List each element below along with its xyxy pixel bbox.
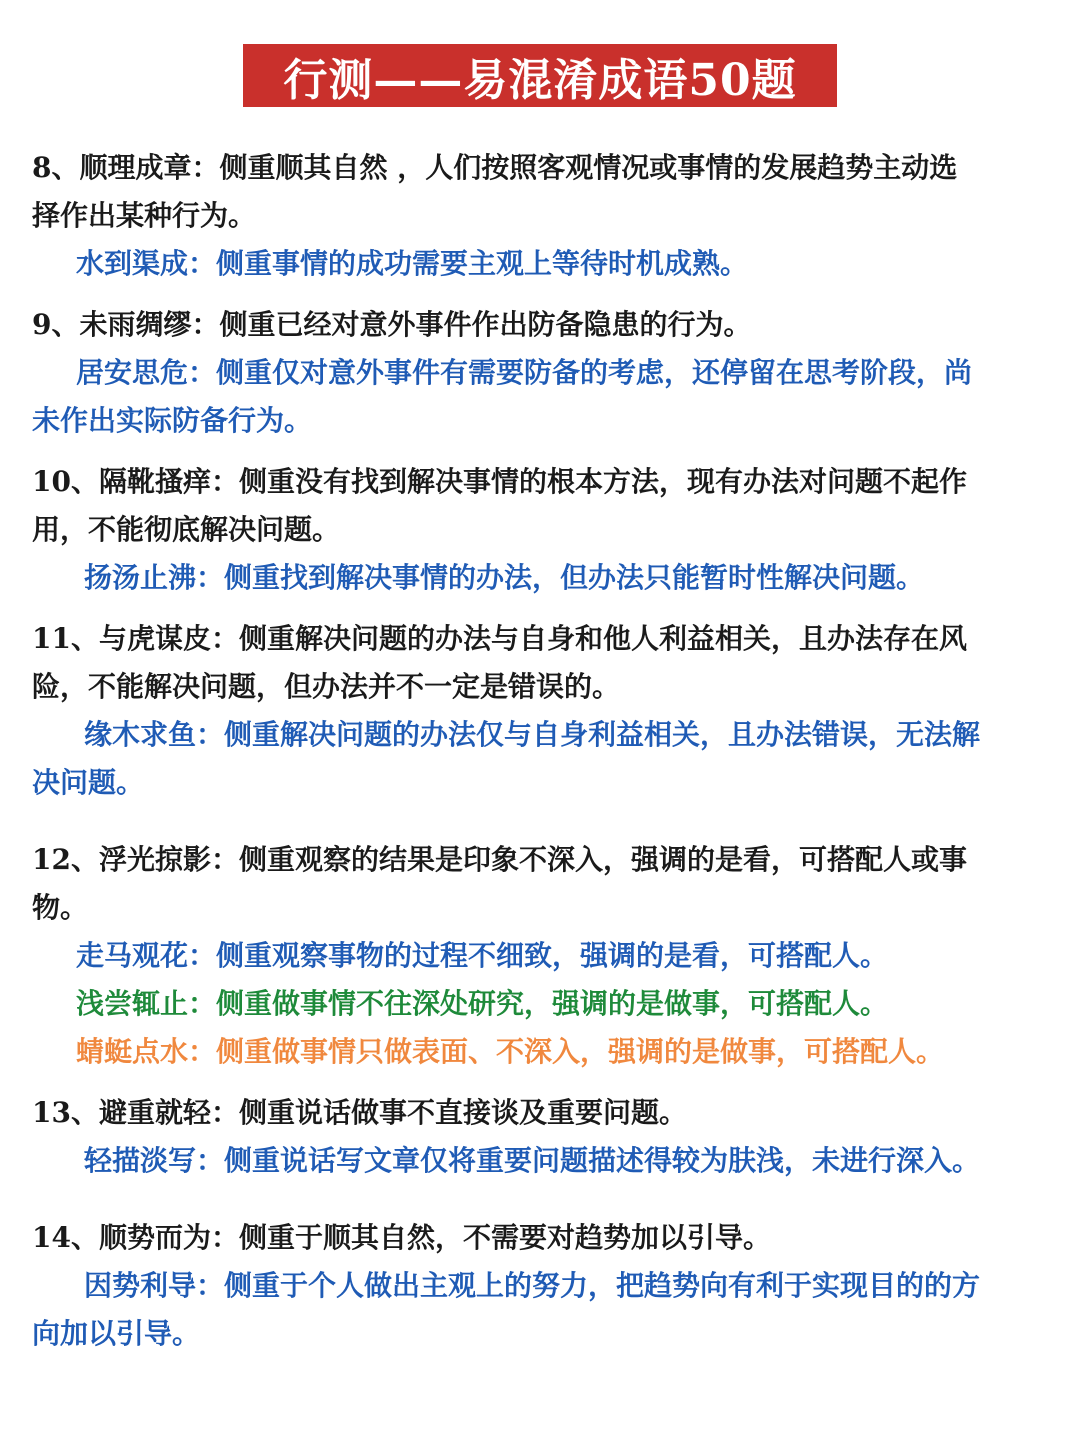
item-10-main: 10、隔靴搔痒：侧重没有找到解决事情的根本方法，现有办法对问题不起作	[32, 465, 967, 498]
item-11-compare: 缘木求鱼：侧重解决问题的办法仅与自身利益相关，且办法错误，无法解	[84, 718, 981, 751]
item-9-compare: 居安思危：侧重仅对意外事件有需要防备的考虑，还停留在思考阶段，尚	[76, 356, 973, 389]
page-title: 行测——易混淆成语50题	[283, 54, 797, 106]
item-8-main-cont: 择作出某种行为。	[32, 199, 257, 232]
item-11-main-cont: 险，不能解决问题，但办法并不一定是错误的。	[32, 670, 621, 703]
item-8-compare: 水到渠成：侧重事情的成功需要主观上等待时机成熟。	[76, 247, 749, 280]
title-banner	[243, 44, 837, 107]
item-12-compare-1: 走马观花：侧重观察事物的过程不细致，强调的是看，可搭配人。	[76, 939, 889, 972]
item-9-main: 9、未雨绸缪：侧重已经对意外事件作出防备隐患的行为。	[32, 308, 752, 341]
item-12-main-cont: 物。	[32, 891, 89, 924]
item-12-compare-3: 蜻蜓点水：侧重做事情只做表面、不深入，强调的是做事，可搭配人。	[76, 1035, 945, 1068]
item-13-main: 13、避重就轻：侧重说话做事不直接谈及重要问题。	[32, 1096, 687, 1129]
item-8-main: 8、顺理成章：侧重顺其自然 ，人们按照客观情况或事情的发展趋势主动选	[32, 151, 958, 184]
item-11-main: 11、与虎谋皮：侧重解决问题的办法与自身和他人利益相关，且办法存在风	[32, 622, 967, 655]
item-14-compare-cont: 向加以引导。	[32, 1317, 201, 1350]
item-10-compare: 扬汤止沸：侧重找到解决事情的办法，但办法只能暂时性解决问题。	[84, 561, 925, 594]
item-12-compare-2: 浅尝辄止：侧重做事情不往深处研究，强调的是做事，可搭配人。	[76, 987, 889, 1020]
item-9-compare-cont: 未作出实际防备行为。	[32, 404, 313, 437]
item-10-main-cont: 用，不能彻底解决问题。	[32, 513, 341, 546]
item-11-compare-cont: 决问题。	[32, 766, 145, 799]
item-14-main: 14、顺势而为：侧重于顺其自然，不需要对趋势加以引导。	[32, 1221, 771, 1254]
item-13-compare: 轻描淡写：侧重说话写文章仅将重要问题描述得较为肤浅，未进行深入。	[84, 1144, 981, 1177]
item-12-main: 12、浮光掠影：侧重观察的结果是印象不深入，强调的是看，可搭配人或事	[32, 843, 967, 876]
item-14-compare: 因势利导：侧重于个人做出主观上的努力，把趋势向有利于实现目的的方	[84, 1269, 981, 1302]
